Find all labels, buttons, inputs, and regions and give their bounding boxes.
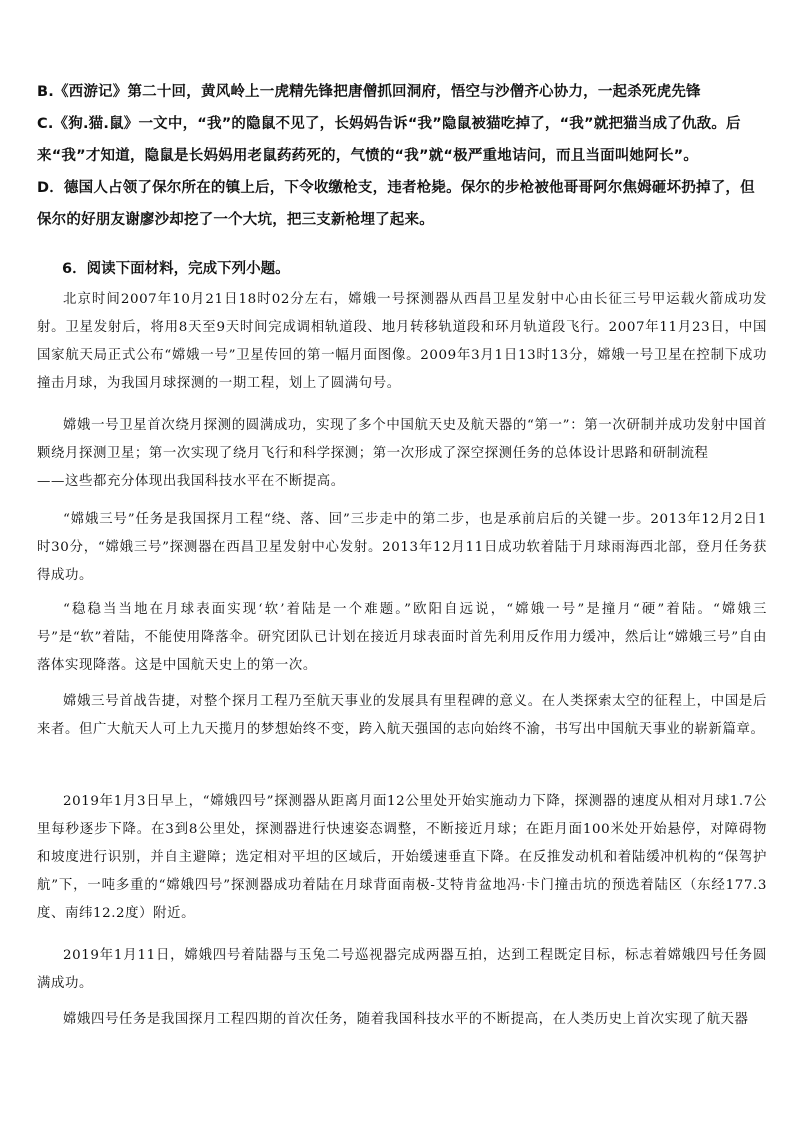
paragraph-8: 嫦娥四号任务是我国探月工程四期的首次任务，随着我国科技水平的不断提高，在人类历史上首次实现了航天器 [63,1012,749,1027]
paragraph-2: 嫦娥一号卫星首次绕月探测的圆满成功，实现了多个中国航天史及航天器的“第一”：第一次研制并成功发射中国首颗绕月探测卫星；第一次实现了绕月飞行和科学探测；第一次形成了深空探测任务的总体设计思路和研制流程 [37,418,767,461]
paragraph-2-cont: ——这些都充分体现出我国科技水平在不断提高。 [37,474,345,489]
question-title: 6．阅读下面材料，完成下列小题。 [62,261,290,277]
paragraph-3: “嫦娥三号”任务是我国探月工程“绕、落、回”三步走中的第二步，也是承前启后的关键一步。2013年12月2日1时30分，“嫦娥三号”探测器在西昌卫星发射中心发射。2013年12月11日成功软着陆于月球雨海西北部，登月任务获得成功。 [37,512,767,583]
option-d: D．德国人占领了保尔所在的镇上后，下令收缴枪支，违者枪毙。保尔的步枪被他哥哥阿尔焦姆砸坏扔掉了，但保尔的好朋友谢廖沙却挖了一个大坑，把三支新枪埋了起来。 [37,180,755,228]
option-b: B.《西游记》第二十回，黄风岭上一虎精先锋把唐僧抓回洞府，悟空与沙僧齐心协力，一起杀死虎先锋 [37,84,701,100]
option-c: C.《狗.猫.鼠》一文中，“我”的隐鼠不见了，长妈妈告诉“我”隐鼠被猫吃掉了，“我”就把猫当成了仇敌。后来“我”才知道，隐鼠是长妈妈用老鼠药药死的，气愤的“我”就“极严重地诘问，而且当面叫她阿长”。 [37,116,741,164]
paragraph-6: 2019年1月3日早上，“嫦娥四号”探测器从距离月面12公里处开始实施动力下降，探测器的速度从相对月球1.7公里每秒逐步下降。在3到8公里处，探测器进行快速姿态调整，不断接近月球；在距月面100米处开始悬停，对障碍物和坡度进行识别，并自主避障；选定相对平坦的区域后，开始缓速垂直下降。在反推发动机和着陆缓冲机构的“保驾护航”下，一吨多重的“嫦娥四号”探测器成功着陆在月球背面南极-艾特肯盆地冯·卡门撞击坑的预选着陆区（东经177.3度、南纬12.2度）附近。 [37,794,767,921]
paragraph-4: “稳稳当当地在月球表面实现‘软’着陆是一个难题。”欧阳自远说，“嫦娥一号”是撞月“硬”着陆。“嫦娥三号”是“软”着陆，不能使用降落伞。研究团队已计划在接近月球表面时首先利用反作用力缓冲，然后让“嫦娥三号”自由落体实现降落。这是中国航天史上的第一次。 [37,602,767,673]
paragraph-5: 嫦娥三号首战告捷，对整个探月工程乃至航天事业的发展具有里程碑的意义。在人类探索太空的征程上，中国是后来者。但广大航天人可上九天揽月的梦想始终不变，跨入航天强国的志向始终不渝，书写出中国航天事业的崭新篇章。 [37,694,767,737]
paragraph-1: 北京时间2007年10月21日18时02分左右，嫦娥一号探测器从西昌卫星发射中心由长征三号甲运载火箭成功发射。卫星发射后，将用8天至9天时间完成调相轨道段、地月转移轨道段和环月轨道段飞行。2007年11月23日，中国国家航天局正式公布“嫦娥一号”卫星传回的第一幅月面图像。2009年3月1日13时13分，嫦娥一号卫星在控制下成功撞击月球，为我国月球探测的一期工程，划上了圆满句号。 [37,292,767,391]
paragraph-7: 2019年1月11日，嫦娥四号着陆器与玉兔二号巡视器完成两器互拍，达到工程既定目标，标志着嫦娥四号任务圆满成功。 [37,948,767,991]
